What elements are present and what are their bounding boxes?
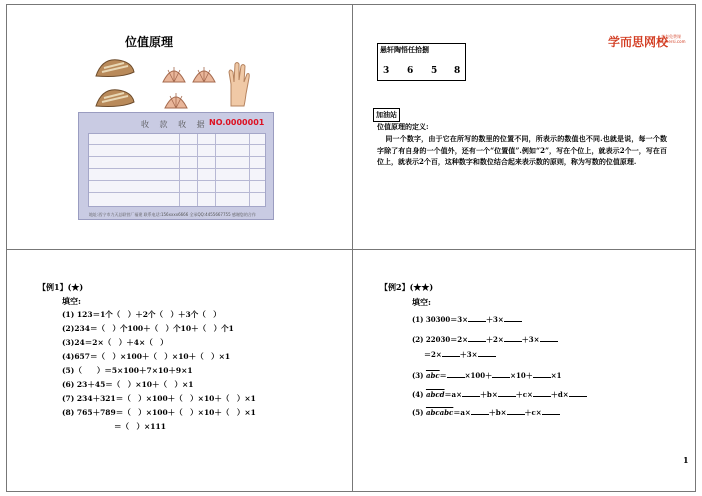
example2-line-4: (4) abcd＝a× ＋b× ＋c× ＋d× bbox=[412, 389, 587, 400]
answer-blank[interactable] bbox=[498, 389, 516, 397]
example1-line-6: (6) 23＋45＝（ ）×10＋（ ）×1 bbox=[62, 380, 194, 389]
brand-logo: 学而思网校 bbox=[608, 35, 669, 49]
tip-badge: 加油站 bbox=[373, 108, 400, 122]
receipt-title: 收 款 收 据 bbox=[141, 120, 209, 129]
example2-line-2: (2) 22030＝2× ＋2× ＋3× bbox=[412, 334, 558, 345]
definition-body: 同一个数字，由于它在所写的数里的位置不同，所表示的数值也不同.也就是说，每一个数字除了有自身的一个值外，还有一个“位置值”.例如“2”，写在个位上，就表示2个一，写在百位上，就表示2个百，这种数字和数位结合起来表示数的原则，称为写数的位值原理. bbox=[377, 134, 667, 166]
receipt-footer: 地址:西宁市力天总联营厂福建 联系电话:156xxxx6666 全承QQ:4455667755 感谢您的合作 bbox=[89, 212, 256, 217]
digit-4: 8 bbox=[454, 66, 461, 76]
answer-blank[interactable] bbox=[533, 370, 551, 378]
example2-fill-label: 填空: bbox=[412, 297, 431, 307]
scallop-image-2 bbox=[190, 62, 218, 86]
horizontal-divider bbox=[7, 249, 695, 250]
answer-blank[interactable] bbox=[542, 407, 560, 415]
hand-image bbox=[226, 60, 252, 108]
scallop-image-3 bbox=[162, 88, 190, 112]
page-number: 1 bbox=[683, 455, 689, 465]
vertical-divider bbox=[352, 5, 353, 491]
answer-blank[interactable] bbox=[462, 389, 480, 397]
brand-logo-subtitle: 享有免费课 xueersi.com bbox=[661, 34, 686, 44]
definition-title: 位值原理的定义: bbox=[377, 122, 429, 131]
example2-title: 【例2】(★★) bbox=[380, 282, 434, 292]
digit-1: 3 bbox=[383, 66, 390, 76]
receipt-table bbox=[88, 133, 266, 207]
example1-line-4: (4)657＝（ ）×100＋（ ）×10＋（ ）×1 bbox=[62, 352, 231, 361]
example2-line-5: (5) abcabc＝a× ＋b× ＋c× bbox=[412, 407, 560, 418]
example1-line-9: ＝（ ）×111 bbox=[114, 422, 166, 431]
scallop-image-1 bbox=[160, 62, 188, 86]
answer-blank[interactable] bbox=[504, 334, 522, 342]
answer-blank[interactable] bbox=[492, 370, 510, 378]
example1-line-7: (7) 234＋321＝（ ）×100＋（ ）×10＋（ ）×1 bbox=[62, 394, 256, 403]
shell-image-1 bbox=[92, 56, 136, 80]
example2-line-2b: ＝2× ＋3× bbox=[424, 349, 496, 360]
answer-blank[interactable] bbox=[468, 334, 486, 342]
panel1-title: 位值原理 bbox=[125, 35, 174, 49]
example1-line-2: (2)234＝（ ）个100＋（ ）个10＋（ ）个1 bbox=[62, 324, 234, 333]
example2-line-1: (1) 30300＝3× ＋3× bbox=[412, 314, 522, 325]
answer-blank[interactable] bbox=[533, 389, 551, 397]
answer-blank[interactable] bbox=[468, 314, 486, 322]
receipt-number: NO.0000001 bbox=[209, 118, 265, 127]
answer-blank[interactable] bbox=[471, 407, 489, 415]
answer-blank[interactable] bbox=[447, 370, 465, 378]
number-box-title: 悬轩陶悟任拾捌 bbox=[380, 45, 429, 54]
answer-blank[interactable] bbox=[478, 349, 496, 357]
example1-line-1: (1) 123＝1个（ ）＋2个（ ）＋3个（ ） bbox=[62, 310, 221, 319]
digit-2: 6 bbox=[407, 66, 414, 76]
receipt-image bbox=[78, 112, 274, 220]
answer-blank[interactable] bbox=[569, 389, 587, 397]
example1-title: 【例1】(★) bbox=[38, 282, 84, 292]
example1-line-3: (3)24＝2×（ ）＋4×（ ） bbox=[62, 338, 168, 347]
example2-line-3: (3) $\overline{abc}= \times 100+ \times 10+ \times 1$ bbox=[412, 371, 562, 380]
answer-blank[interactable] bbox=[504, 314, 522, 322]
digit-3: 5 bbox=[431, 66, 438, 76]
example1-fill-label: 填空: bbox=[62, 296, 81, 306]
answer-blank[interactable] bbox=[507, 407, 525, 415]
example1-line-5: (5)（ ）＝5×100＋7×10＋9×1 bbox=[62, 366, 193, 375]
shell-image-2 bbox=[92, 86, 136, 110]
example1-line-8: (8) 765＋789＝（ ）×100＋（ ）×10＋（ ）×1 bbox=[62, 408, 256, 417]
answer-blank[interactable] bbox=[442, 349, 460, 357]
answer-blank[interactable] bbox=[540, 334, 558, 342]
